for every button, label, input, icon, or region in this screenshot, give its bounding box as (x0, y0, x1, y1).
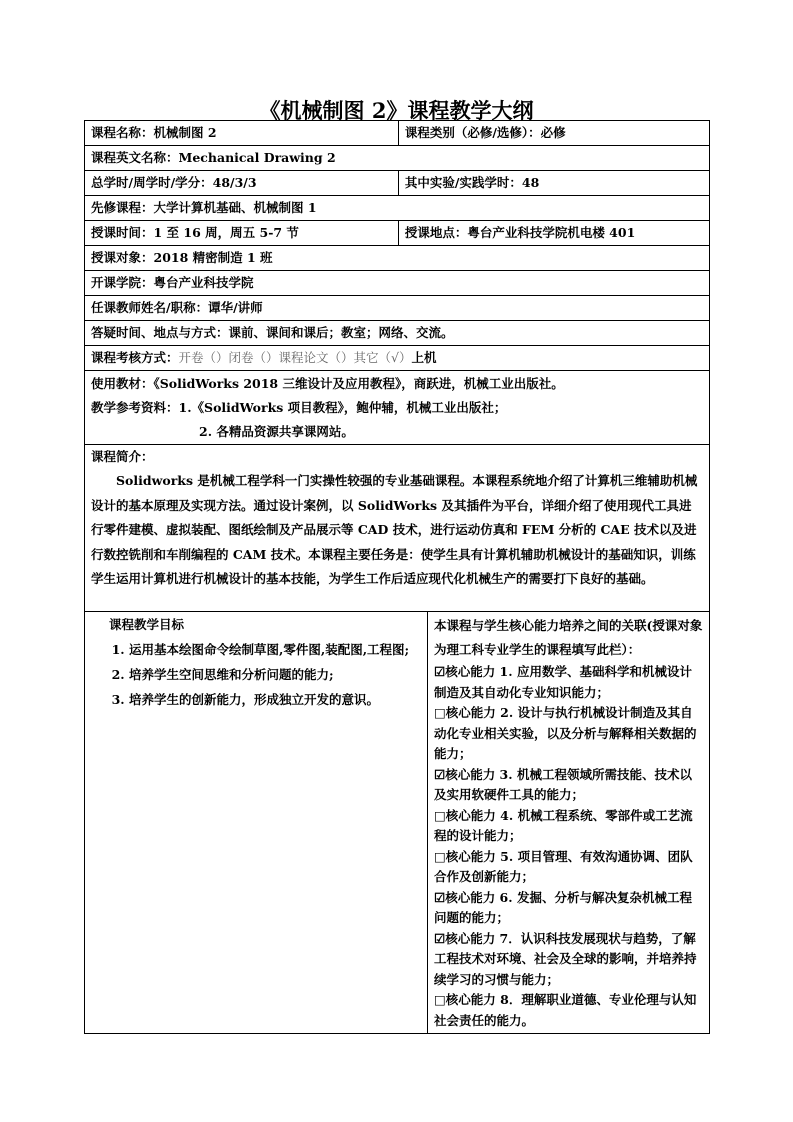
reference-2: 2. 各精品资源共享课网站。 (199, 424, 354, 439)
ability-item: □核心能力 8．理解职业道德、专业伦理与认知社会责任的能力。 (434, 992, 697, 1028)
english-name: 课程英文名称：Mechanical Drawing 2 (85, 146, 710, 171)
hours: 总学时/周学时/学分：48/3/3 (85, 171, 399, 196)
lab-hours: 其中实验/实践学时：48 (398, 171, 709, 196)
syllabus-table (84, 120, 710, 1034)
exam-options: 开卷（）闭卷（）课程论文（）其它（√） (178, 350, 412, 365)
goal-item: 1. 运用基本绘图命令绘制草图,零件图,装配图,工程图; (129, 637, 419, 662)
page-title: 《机械制图 2》课程教学大纲 (259, 98, 534, 123)
ability-item: ☑核心能力 1. 应用数学、基础科学和机械设计制造及其自动化专业知识能力； (434, 664, 692, 700)
ability-item: □核心能力 4. 机械工程系统、零部件或工艺流程的设计能力； (434, 807, 693, 843)
goal-item: 3. 培养学生的创新能力，形成独立开发的意识。 (129, 687, 419, 712)
exam-method (85, 346, 710, 371)
course-name: 课程名称：机械制图 2 (85, 121, 399, 146)
ability-item: □核心能力 5. 项目管理、有效沟通协调、团队合作及创新能力； (434, 848, 693, 884)
teaching-time: 授课时间：1 至 16 周，周五 5-7 节 (85, 221, 399, 246)
target-class: 授课对象：2018 精密制造 1 班 (85, 246, 710, 271)
college: 开课学院：粤台产业科技学院 (85, 271, 710, 296)
textbook: 使用教材：《SolidWorks 2018 三维设计及应用教程》，商跃进，机械工业出版社。 (91, 376, 564, 391)
goals-label: 课程教学目标 (109, 617, 185, 632)
goal-item: 2. 培养学生空间思维和分析问题的能力; (129, 662, 419, 687)
teacher: 任课教师姓名/职称：谭华/讲师 (85, 296, 710, 321)
exam-note: 上机 (411, 350, 437, 365)
ability-item: ☑核心能力 6. 发掘、分析与解决复杂机械工程问题的能力； (434, 889, 692, 925)
teaching-goals (85, 612, 428, 1034)
ability-item: ☑核心能力 3. 机械工程领域所需技能、技术以及实用软硬件工具的能力； (434, 766, 692, 802)
ability-item: ☑核心能力 7．认识科技发展现状与趋势，了解工程技术对环境、社会及全球的影响，并培养持续学习的习惯与能力； (434, 930, 697, 987)
materials (85, 371, 710, 445)
abilities-label: 本课程与学生核心能力培养之间的关联(授课对象为理工科专业学生的课程填写此栏）： (434, 618, 703, 657)
course-intro (85, 445, 710, 612)
reference-1: 教学参考资料：1.《SolidWorks 项目教程》，鲍仲辅，机械工业出版社； (91, 400, 507, 415)
ability-item: □核心能力 2. 设计与执行机械设计制造及其自动化专业相关实验，以及分析与解释相关数据的能力； (434, 705, 697, 761)
teaching-place: 授课地点：粤台产业科技学院机电楼 401 (398, 221, 709, 246)
core-abilities (428, 612, 710, 1034)
qa-info: 答疑时间、地点与方式：课前、课间和课后；教室；网络、交流。 (85, 321, 710, 346)
intro-label: 课程简介： (91, 449, 154, 464)
prerequisites: 先修课程：大学计算机基础、机械制图 1 (85, 196, 710, 221)
intro-text: Solidworks 是机械工程学科一门实操性较强的专业基础课程。本课程系统地介绍了计算机三维辅助机械设计的基本原理及实现方法。通过设计案例，以 SolidWorks 及其插件为平台，详细介绍了使用现代工具进行零件建模、虚拟装配、图纸绘制及产品展示等 CAD 技术，进行运动仿真和 FEM 分析的 CAE 技术以及进行数控铣削和车削编程的 CAM 技术。本课程主要任务是：使学生具有计算机辅助机械设计的基础知识，训练学生运用计算机进行机械设计的基本技能，为学生工作后适应现代化机械生产的需要打下良好的基础。 (91, 473, 698, 586)
exam-label: 课程考核方式： (91, 350, 179, 365)
course-category: 课程类别（必修/选修）：必修 (398, 121, 709, 146)
